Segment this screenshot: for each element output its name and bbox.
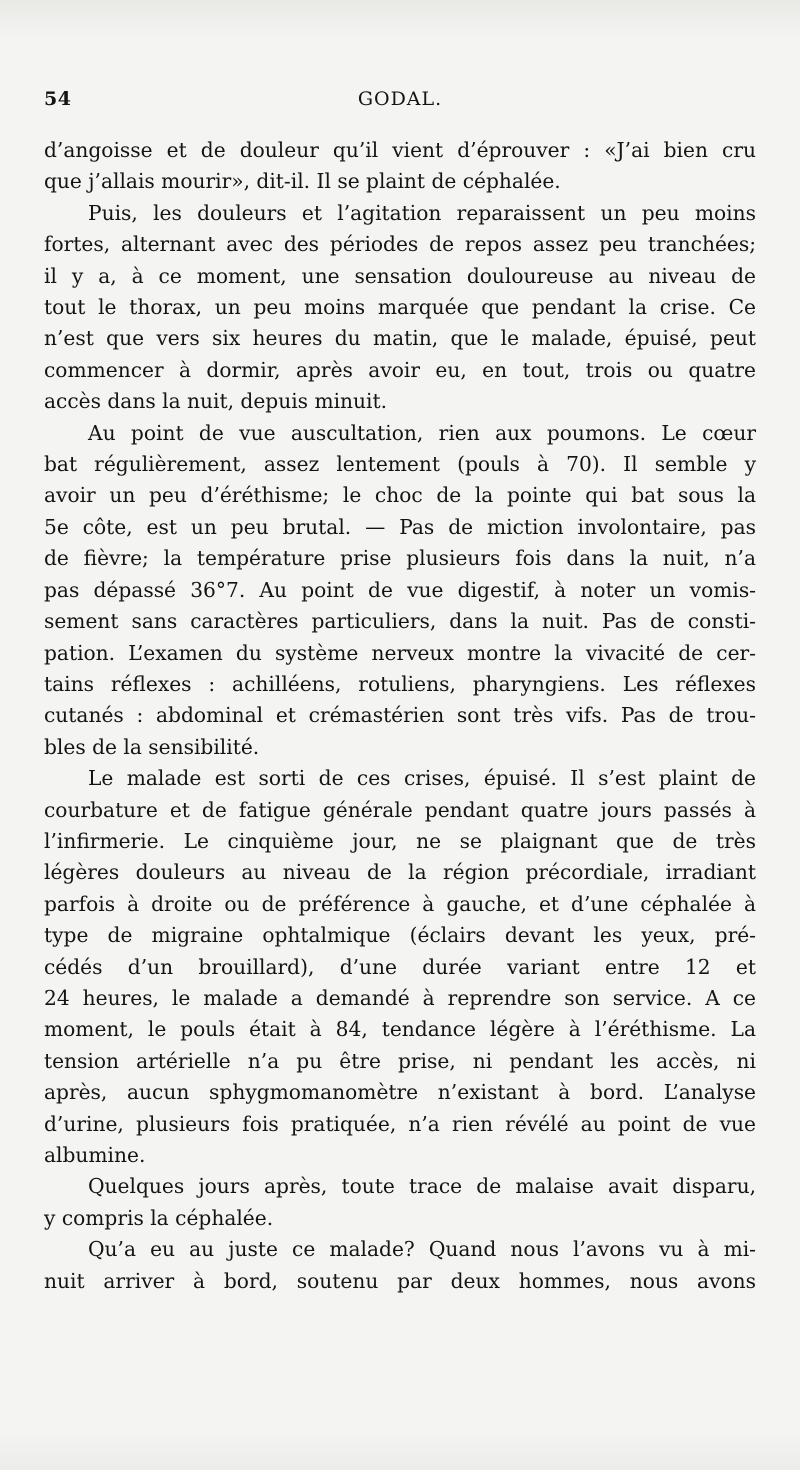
text-line: Le malade est sorti de ces crises, épuisé. Il s’est plaint de <box>88 766 756 791</box>
text-line: il y a, à ce moment, une sensation douloureuse au niveau de <box>44 263 756 288</box>
text-line: y compris la céphalée. <box>44 1205 274 1230</box>
text-line: sement sans caractères particuliers, dans la nuit. Pas de consti- <box>44 609 756 634</box>
text-line: d’angoisse et de douleur qu’il vient d’éprouver : «J’ai bien cru <box>44 138 756 162</box>
text-line: parfois à droite ou de préférence à gauche, et d’une céphalée à <box>44 891 756 916</box>
body-text <box>44 135 756 1297</box>
text-line: que j’allais mourir», dit-il. Il se plaint de céphalée. <box>44 169 561 194</box>
text-line: nuit arriver à bord, soutenu par deux hommes, nous avons <box>44 1268 756 1293</box>
paragraph <box>44 763 756 1171</box>
running-title: GODAL. <box>357 88 443 110</box>
page-number: 54 <box>44 88 72 110</box>
text-line: accès dans la nuit, depuis minuit. <box>44 389 388 414</box>
paragraph <box>44 198 756 418</box>
text-line: de fièvre; la température prise plusieurs fois dans la nuit, n’a <box>44 546 756 571</box>
text-line: type de migraine ophtalmique (éclairs devant les yeux, pré- <box>44 923 756 948</box>
text-line: après, aucun sphygmomanomètre n’existant à bord. L’analyse <box>44 1080 756 1105</box>
text-line: albumine. <box>44 1143 146 1167</box>
page-header <box>44 88 756 112</box>
text-line: tout le thorax, un peu moins marquée que pendant la crise. Ce <box>44 295 756 320</box>
text-line: moment, le pouls était à 84, tendance légère à l’éréthisme. La <box>44 1017 756 1042</box>
text-line: Au point de vue auscultation, rien aux poumons. Le cœur <box>88 420 756 445</box>
text-line: pas dépassé 36°7. Au point de vue digestif, à noter un vomis- <box>44 577 756 602</box>
paragraph <box>44 1171 756 1234</box>
text-line: 24 heures, le malade a demandé à reprendre son service. A ce <box>44 985 756 1010</box>
text-line: 5e côte, est un peu brutal. — Pas de miction involontaire, pas <box>44 514 756 539</box>
text-line: pation. L’examen du système nerveux montre la vivacité de cer- <box>44 640 756 665</box>
paragraph <box>44 418 756 763</box>
text-line: tension artérielle n’a pu être prise, ni pendant les accès, ni <box>44 1048 756 1073</box>
text-line: bat régulièrement, assez lentement (pouls à 70). Il semble y <box>44 452 756 477</box>
paragraph <box>44 135 756 198</box>
text-line: l’infirmerie. Le cinquième jour, ne se plaignant que de très <box>44 828 756 853</box>
text-line: Quelques jours après, toute trace de malaise avait disparu, <box>88 1174 756 1199</box>
text-line: tains réflexes : achilléens, rotuliens, pharyngiens. Les réflexes <box>44 671 756 696</box>
text-line: n’est que vers six heures du matin, que le malade, épuisé, peut <box>44 326 756 351</box>
text-line: bles de la sensibilité. <box>44 734 260 759</box>
text-line: Puis, les douleurs et l’agitation reparaissent un peu moins <box>88 200 756 225</box>
text-line: Qu’a eu au juste ce malade? Quand nous l’avons vu à mi- <box>88 1237 756 1262</box>
text-line: légères douleurs au niveau de la région précordiale, irradiant <box>44 860 756 885</box>
text-line: commencer à dormir, après avoir eu, en tout, trois ou quatre <box>44 357 756 382</box>
text-line: fortes, alternant avec des périodes de repos assez peu tranchées; <box>44 232 756 257</box>
text-line: cédés d’un brouillard), d’une durée variant entre 12 et <box>44 954 756 979</box>
text-line: cutanés : abdominal et crémastérien sont très vifs. Pas de trou- <box>44 703 756 728</box>
text-line: courbature et de fatigue générale pendant quatre jours passés à <box>44 797 756 822</box>
paragraph <box>44 1234 756 1297</box>
text-line: d’urine, plusieurs fois pratiquée, n’a rien révélé au point de vue <box>44 1111 756 1136</box>
text-line: avoir un peu d’éréthisme; le choc de la pointe qui bat sous la <box>44 483 756 508</box>
